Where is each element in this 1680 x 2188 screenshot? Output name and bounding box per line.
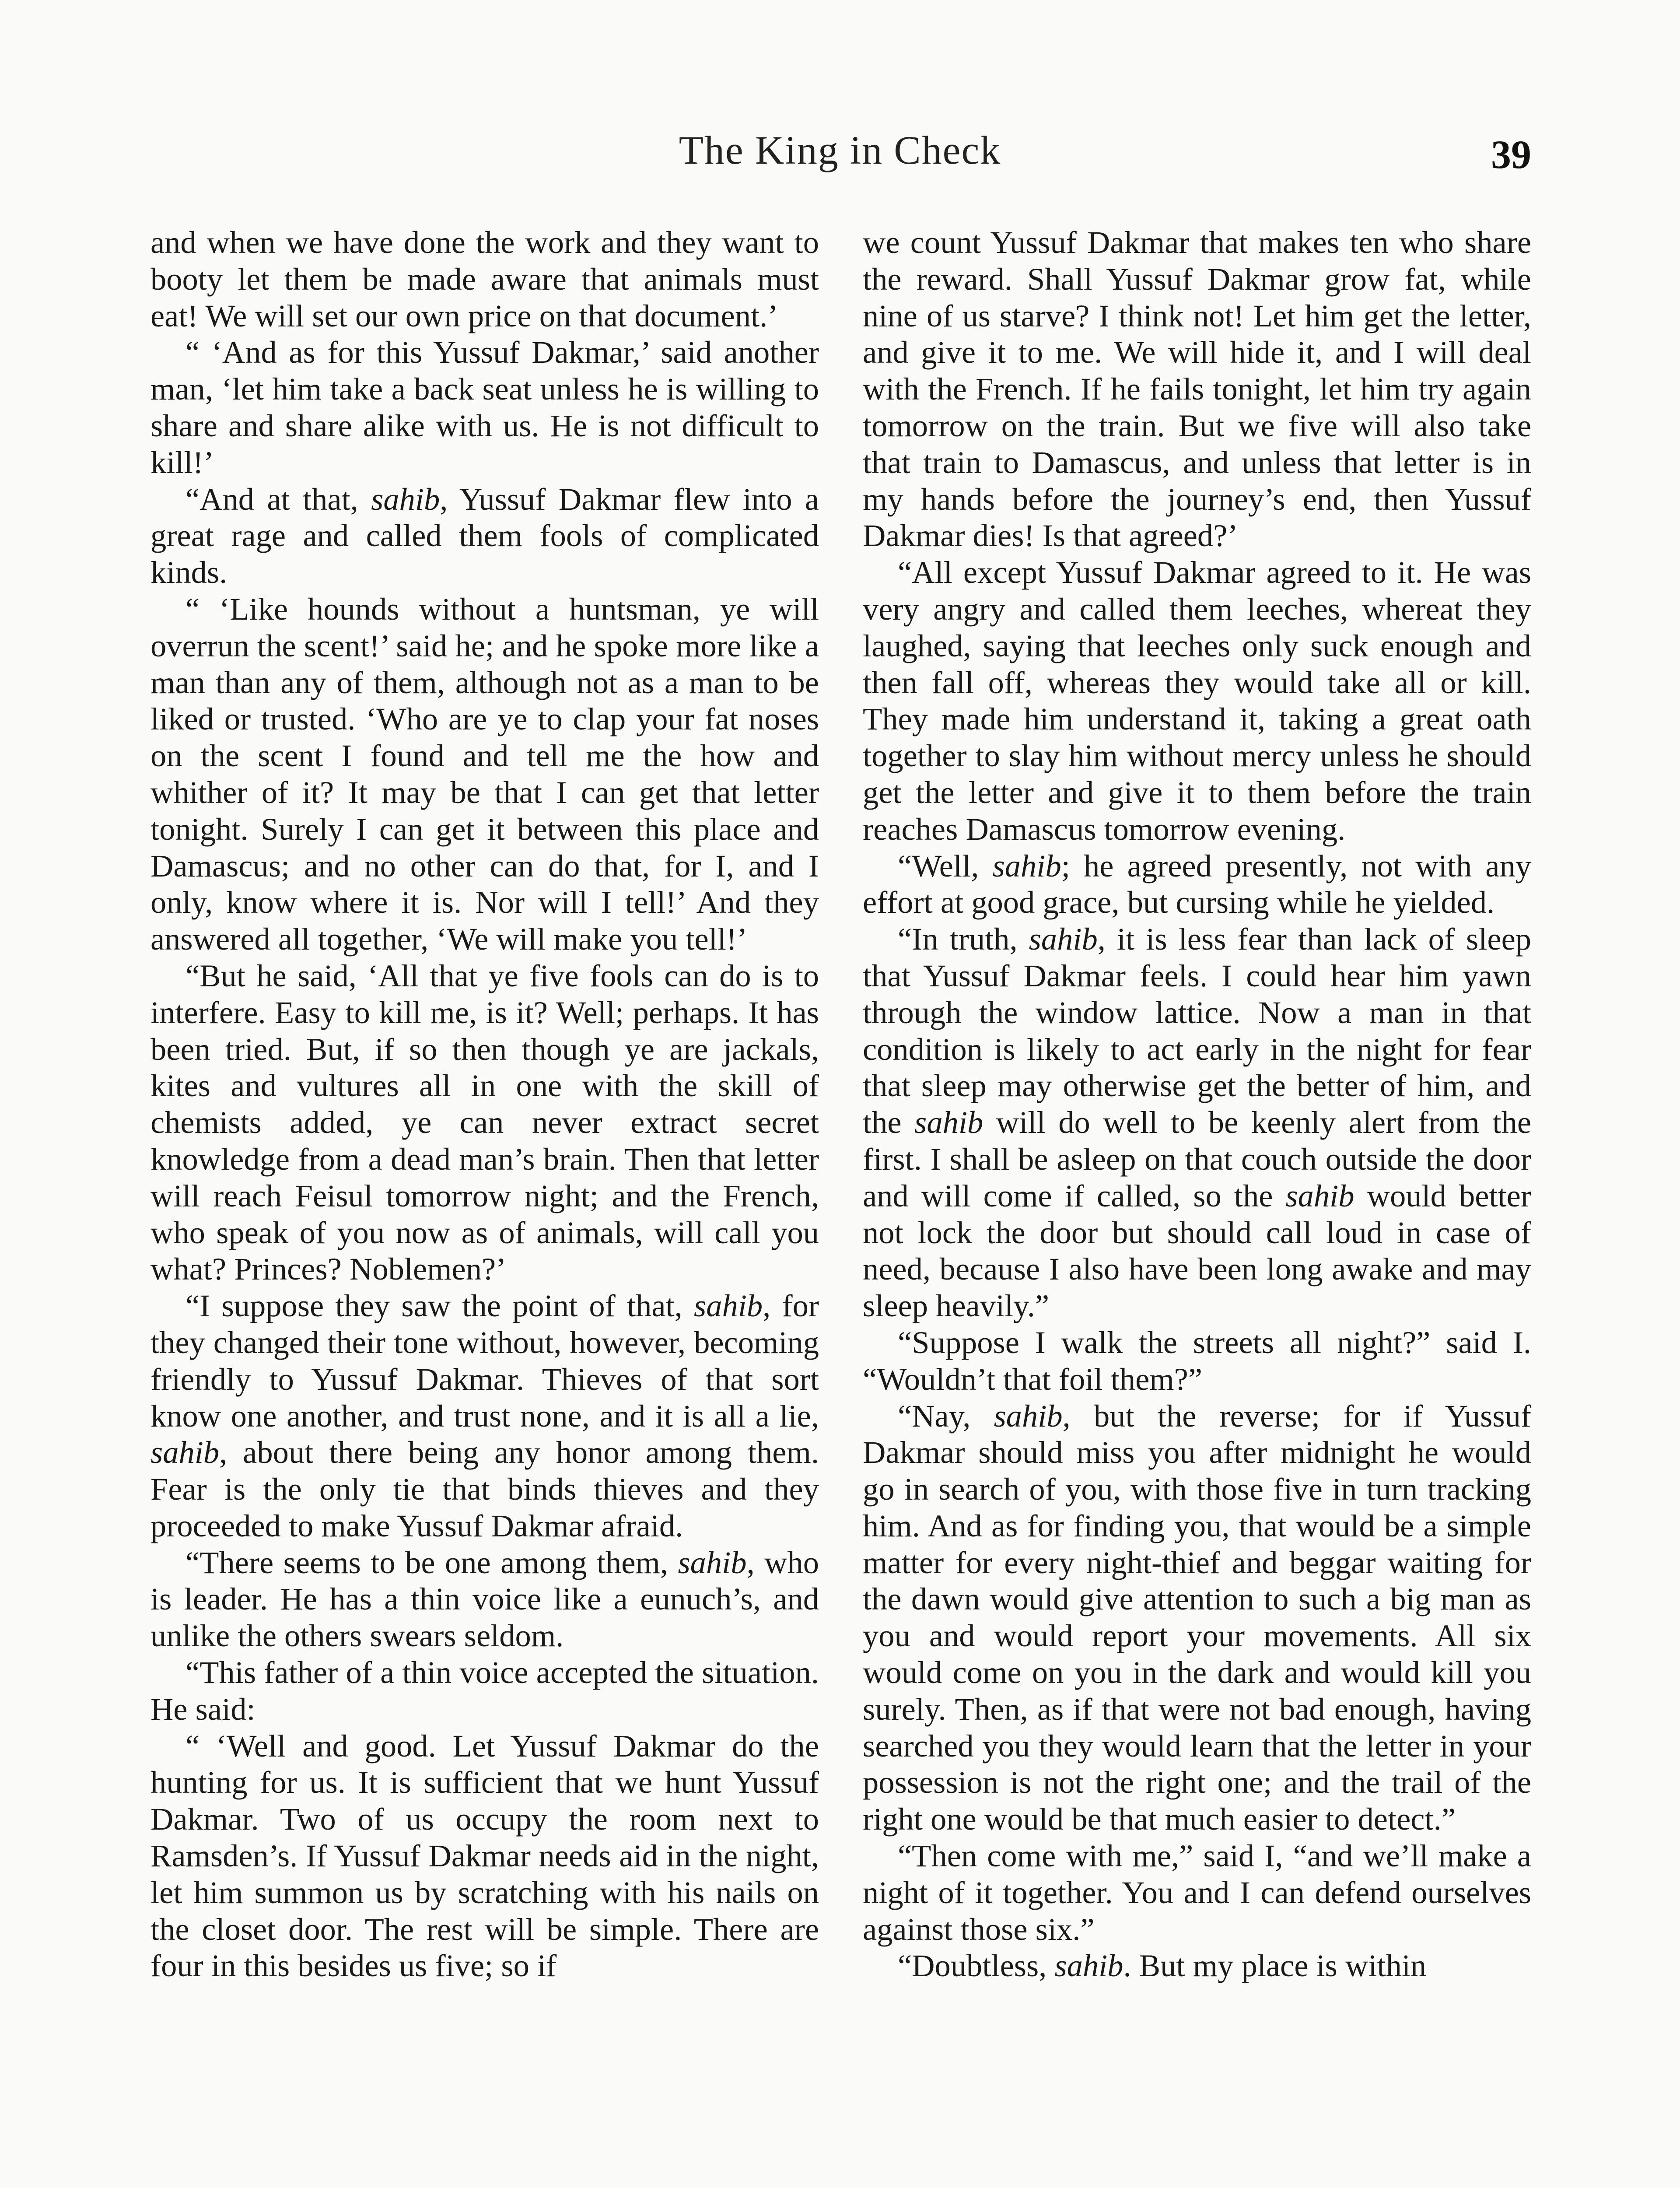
paragraph: “Nay, sahib, but the reverse; for if Yussuf Dakmar should miss you after midnight he would go in search of you, with those five in turn tracking him. And as for finding you, that would be a simple matter for every night-thief and beggar waiting for the dawn would give attention to such a big man as you and would report your movements. All six would come on you in the dark and would kill you surely. Then, as if that were not bad enough, having searched you they would learn that the letter in your possession is not the right one; and the trail of the right one would be that much easier to detect.” (863, 1398, 1531, 1837)
paragraph: we count Yussuf Dakmar that makes ten who share the reward. Shall Yussuf Dakmar grow fat, while nine of us starve? I think not! Let him get the letter, and give it to me. We will hide it, and I will deal with the French. If he fails tonight, let him try again tomorrow on the train. But we five will also take that train to Damascus, and unless that letter is in my hands before the journey’s end, then Yussuf Dakmar dies! Is that agreed?’ (863, 224, 1531, 554)
running-title: The King in Check (679, 128, 1001, 172)
paragraph: “ ‘And as for this Yussuf Dakmar,’ said another man, ‘let him take a back seat unless he is willing to share and share alike with us. He is not difficult to kill!’ (150, 334, 819, 480)
paragraph: “I suppose they saw the point of that, sahib, for they changed their tone without, however, becoming friendly to Yussuf Dakmar. Thieves of that sort know one another, and trust none, and it is all a lie, sahib, about there being any honor among them. Fear is the only tie that binds thieves and they proceeded to make Yussuf Dakmar afraid. (150, 1288, 819, 1543)
paragraph: “Then come with me,” said I, “and we’ll make a night of it together. You and I can defend ourselves against those six.” (863, 1838, 1531, 1947)
paragraph: “There seems to be one among them, sahib, who is leader. He has a thin voice like a eunuch’s, and unlike the others swears seldom. (150, 1544, 819, 1654)
paragraph: “And at that, sahib, Yussuf Dakmar flew into a great rage and called them fools of complicated kinds. (150, 481, 819, 590)
paragraph: “Doubtless, sahib. But my place is within (898, 1948, 1427, 1984)
paragraph: “ ‘Like hounds without a huntsman, ye will overrun the scent!’ said he; and he spoke more like a man than any of them, although not as a man to be liked or trusted. ‘Who are ye to clap your fat noses on the scent I found and tell me the how and whither of it? It may be that I can get that letter tonight. Surely I can get it between this place and Damascus; and no other can do that, for I, and I only, know where it is. Nor will I tell!’ And they answered all together, ‘We will make you tell!’ (150, 591, 819, 957)
paragraph: “ ‘Well and good. Let Yussuf Dakmar do the hunting for us. It is sufficient that we hunt Yussuf Dakmar. Two of us occupy the room next to Ramsden’s. If Yussuf Dakmar needs aid in the night, let him summon us by scratching with his nails on the closet door. The rest will be simple. There are four in this besides us five; so if (150, 1728, 819, 1984)
page-header (0, 127, 1680, 184)
paragraph: “In truth, sahib, it is less fear than lack of sleep that Yussuf Dakmar feels. I could hear him yawn through the window lattice. Now a man in that condition is likely to act early in the night for fear that sleep may otherwise get the better of him, and the sahib will do well to be keenly alert from the first. I shall be asleep on that couch outside the door and will come if called, so the sahib would better not lock the door but should call loud in case of need, because I also have been long awake and may sleep heavily.” (863, 921, 1531, 1324)
paragraph: “But he said, ‘All that ye five fools can do is to interfere. Easy to kill me, is it? Well; perhaps. It has been tried. But, if so then though ye are jackals, kites and vultures all in one with the skill of chemists added, ye can never extract secret knowledge from a dead man’s brain. Then that letter will reach Feisul tomorrow night; and the French, who speak of you now as of animals, will call you what? Princes? Noblemen?’ (150, 957, 819, 1287)
paragraph: “All except Yussuf Dakmar agreed to it. He was very angry and called them leeches, whereat they laughed, saying that leeches only suck enough and then fall off, whereas they would take all or kill. They made him understand it, taking a great oath together to slay him without mercy unless he should get the letter and give it to them before the train reaches Damascus tomorrow evening. (863, 554, 1531, 847)
paragraph: and when we have done the work and they want to booty let them be made aware that animals must eat! We will set our own price on that document.’ (150, 224, 819, 333)
paragraph: “Well, sahib; he agreed presently, not with any effort at good grace, but cursing while he yielded. (863, 848, 1531, 920)
page-number: 39 (1491, 132, 1531, 177)
paragraph: “Suppose I walk the streets all night?” said I. “Wouldn’t that foil them?” (863, 1324, 1531, 1397)
paragraph: “This father of a thin voice accepted the situation. He said: (150, 1655, 819, 1727)
right-column (863, 224, 1531, 1984)
left-column (150, 224, 819, 1984)
